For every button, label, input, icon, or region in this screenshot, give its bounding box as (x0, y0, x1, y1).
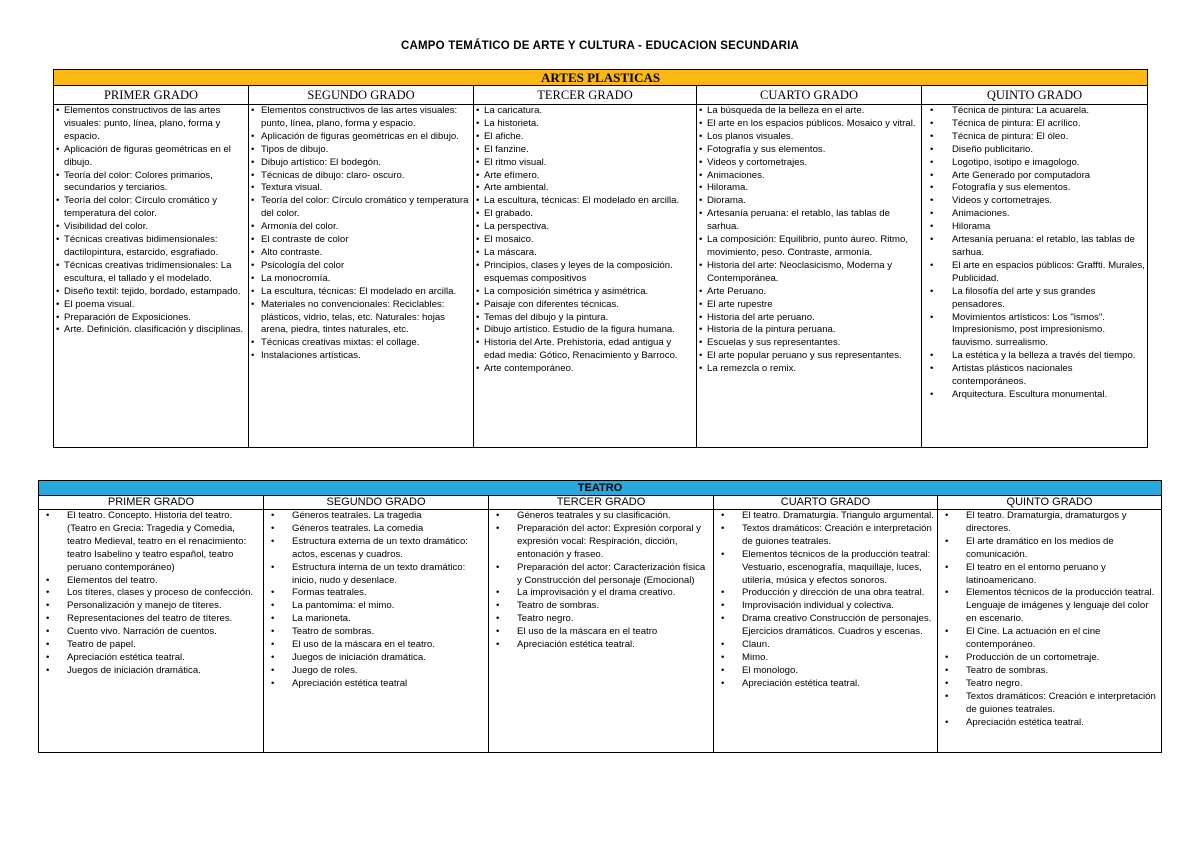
topic-item: • Técnica de pintura: El óleo. (924, 131, 1145, 144)
topic-item: • Elementos constructivos de las artes visuales: punto, línea, plano, forma y espacio. (251, 105, 471, 131)
topic-item: • Elementos constructivos de las artes visuales: punto, línea, plano, forma y espacio. (56, 105, 246, 144)
topic-item: • Teoría del color: Círculo cromático y temperatura del color. (251, 195, 471, 221)
topic-item: • Psicología del color (251, 260, 471, 273)
topic-item: • El arte en los espacios públicos. Mosaico y vitral. (699, 118, 919, 131)
topic-item: • La perspectiva. (476, 221, 694, 234)
topic-item: • Técnica de pintura: La acuarela. (924, 105, 1145, 118)
teatro-cell-primer-grado (39, 510, 264, 753)
topic-item: • El arte en espacios públicos: Graffti. Murales, Publicidad. (924, 260, 1145, 286)
topic-item: • Preparación del actor: Caracterización física y Construcción del personaje (Emocional) (491, 562, 711, 588)
topic-list (476, 105, 694, 376)
topic-item: • El arte rupestre (699, 299, 919, 312)
topic-item: • Videos y cortometrajes. (699, 157, 919, 170)
topic-list (924, 105, 1145, 402)
topic-item: • La filosofía del arte y sus grandes pensadores. (924, 286, 1145, 312)
topic-item: • Armonía del color. (251, 221, 471, 234)
topic-item: • Elementos del teatro. (41, 575, 261, 588)
topic-item: • Estructura interna de un texto dramático: inicio, nudo y desenlace. (266, 562, 486, 588)
topic-item: • Teatro de papel. (41, 639, 261, 652)
topic-item: • Los planos visuales. (699, 131, 919, 144)
topic-item: • El uso de la máscara en el teatro (491, 626, 711, 639)
topic-item: • Teoría del color: Círculo cromático y temperatura del color. (56, 195, 246, 221)
topic-item: • Materiales no convencionales: Reciclables: plásticos, vidrio, telas, etc. Naturales: hojas arena, piedra, tintes naturales, etc. (251, 299, 471, 338)
topic-list (251, 105, 471, 363)
topic-item: • Juegos de iniciación dramática. (41, 665, 261, 678)
topic-item: • La máscara. (476, 247, 694, 260)
document-title: CAMPO TEMÁTICO DE ARTE Y CULTURA - EDUCACION SECUNDARIA (401, 40, 799, 52)
topic-item: • Técnica de pintura: El acrílico. (924, 118, 1145, 131)
topic-item: • Estructura externa de un texto dramático: actos, escenas y cuadros. (266, 536, 486, 562)
topic-item: • El arte popular peruano y sus representantes. (699, 350, 919, 363)
topic-list (41, 510, 261, 678)
topic-item: • Teatro negro. (491, 613, 711, 626)
teatro-band: TEATRO (39, 481, 1162, 496)
topic-item: • Teatro negro. (940, 678, 1159, 691)
topic-item: • Formas teatrales. (266, 587, 486, 600)
teatro-header-primer-grado: PRIMER GRADO (39, 496, 264, 510)
topic-item: • Géneros teatrales. La tragedia (266, 510, 486, 523)
topic-item: • Visibilidad del color. (56, 221, 246, 234)
topic-item: • Elementos técnicos de la producción teatral: Vestuario, escenografía, maquillaje, luces, utilería, música y efectos sonoros. (716, 549, 935, 588)
topic-item: • Alto contraste. (251, 247, 471, 260)
topic-item: • El teatro. Dramaturgia, dramaturgos y directores. (940, 510, 1159, 536)
teatro-cell-segundo-grado (264, 510, 489, 753)
topic-item: • Animaciones. (924, 208, 1145, 221)
topic-item: • Producción y dirección de una obra teatral. (716, 587, 935, 600)
topic-item: • La composición simétrica y asimétrica. (476, 286, 694, 299)
topic-item: • Diseño publicitario. (924, 144, 1145, 157)
topic-item: • Teoría del color: Colores primarios, secundarios y terciarios. (56, 170, 246, 196)
artes-cell-quinto-grado (922, 105, 1148, 448)
topic-item: • Textos dramáticos: Creación e interpretación de guiones teatrales. (940, 691, 1159, 717)
topic-item: • Aplicación de figuras geométricas en el dibujo. (56, 144, 246, 170)
topic-item: • Teatro de sombras. (940, 665, 1159, 678)
topic-item: • El grabado. (476, 208, 694, 221)
topic-item: • Temas del dibujo y la pintura. (476, 312, 694, 325)
teatro-cell-tercer-grado (489, 510, 714, 753)
artes-cell-tercer-grado (474, 105, 697, 448)
topic-item: • El fanzine. (476, 144, 694, 157)
topic-item: • Logotipo, isotipo e imagologo. (924, 157, 1145, 170)
topic-item: • El Cine. La actuación en el cine contemporáneo. (940, 626, 1159, 652)
artes-header-quinto-grado: QUINTO GRADO (922, 86, 1148, 105)
topic-list (699, 105, 919, 376)
topic-item: • Drama creativo Construcción de personajes. Ejercicios dramáticos. Cuadros y escenas. (716, 613, 935, 639)
topic-item: • Artesanía peruana: el retablo, las tablas de sarhua. (699, 208, 919, 234)
topic-item: • La remezcla o remix. (699, 363, 919, 376)
topic-item: • Teatro de sombras. (491, 600, 711, 613)
topic-list (56, 105, 246, 337)
topic-item: • Fotografía y sus elementos. (924, 182, 1145, 195)
artes-plasticas-band: ARTES PLASTICAS (54, 70, 1148, 86)
topic-item: • El arte dramático en los medios de comunicación. (940, 536, 1159, 562)
topic-item: • La historieta. (476, 118, 694, 131)
topic-item: • Cuento vivo. Narración de cuentos. (41, 626, 261, 639)
topic-item: • Géneros teatrales. La comedia (266, 523, 486, 536)
topic-item: • Técnicas creativas mixtas: el collage. (251, 337, 471, 350)
topic-list (266, 510, 486, 691)
topic-item: • La escultura, técnicas: El modelado en arcilla. (476, 195, 694, 208)
artes-header-primer-grado: PRIMER GRADO (54, 86, 249, 105)
topic-item: • La pantomima: el mimo. (266, 600, 486, 613)
topic-item: • Arquitectura. Escultura monumental. (924, 389, 1145, 402)
topic-item: • El teatro en el entorno peruano y latinoamericano. (940, 562, 1159, 588)
artes-header-tercer-grado: TERCER GRADO (474, 86, 697, 105)
topic-item: • Textos dramáticos: Creación e interpretación de guiones teatrales. (716, 523, 935, 549)
topic-item: • Apreciación estética teatral. (940, 717, 1159, 730)
topic-item: • Artesanía peruana: el retablo, las tablas de sarhua. (924, 234, 1145, 260)
topic-item: • Claun. (716, 639, 935, 652)
topic-item: • Arte Generado por computadora (924, 170, 1145, 183)
topic-item: • Hilorama (924, 221, 1145, 234)
topic-item: • La marioneta. (266, 613, 486, 626)
artes-header-segundo-grado: SEGUNDO GRADO (249, 86, 474, 105)
topic-item: • Arte Peruano. (699, 286, 919, 299)
topic-item: • Apreciación estética teatral. (41, 652, 261, 665)
topic-item: • Diseño textil: tejido, bordado, estampado. (56, 286, 246, 299)
topic-item: • Animaciones. (699, 170, 919, 183)
topic-item: • Apreciación estética teatral. (716, 678, 935, 691)
topic-item: • Improvisación individual y colectiva. (716, 600, 935, 613)
topic-item: • La escultura, técnicas: El modelado en arcilla. (251, 286, 471, 299)
topic-list (491, 510, 711, 652)
topic-item: • Historia del arte: Neoclasicismo, Moderna y Contemporánea. (699, 260, 919, 286)
topic-item: • Historia de la pintura peruana. (699, 324, 919, 337)
teatro-header-tercer-grado: TERCER GRADO (489, 496, 714, 510)
topic-item: • Hilorama. (699, 182, 919, 195)
topic-item: • Los títeres, clases y proceso de confección. (41, 587, 261, 600)
topic-item: • El afiche. (476, 131, 694, 144)
topic-item: • El mosaico. (476, 234, 694, 247)
topic-item: • Fotografía y sus elementos. (699, 144, 919, 157)
topic-item: • Textura visual. (251, 182, 471, 195)
artes-cell-primer-grado (54, 105, 249, 448)
topic-item: • Teatro de sombras. (266, 626, 486, 639)
topic-item: • Mimo. (716, 652, 935, 665)
topic-item: • Técnicas de dibujo: claro- oscuro. (251, 170, 471, 183)
topic-item: • Arte contemporáneo. (476, 363, 694, 376)
topic-item: • Dibujo artístico: El bodegón. (251, 157, 471, 170)
teatro-header-segundo-grado: SEGUNDO GRADO (264, 496, 489, 510)
topic-item: • El contraste de color (251, 234, 471, 247)
topic-item: • Técnicas creativas tridimensionales: La escultura, el tallado y el modelado. (56, 260, 246, 286)
topic-item: • Movimientos artísticos: Los "ismos". Impresionismo, post impresionismo. fauvismo. surrealismo. (924, 312, 1145, 351)
teatro-header-cuarto-grado: CUARTO GRADO (714, 496, 938, 510)
topic-list (940, 510, 1159, 729)
topic-item: • La monocromía. (251, 273, 471, 286)
topic-item: • El teatro. Concepto. Historia del teatro. (Teatro en Grecia: Tragedia y Comedia, teatro Medieval, teatro en el renacimiento: teatro Isabelino y teatro español, teatro peruano contemporáneo) (41, 510, 261, 575)
topic-item: • El monologo. (716, 665, 935, 678)
topic-item: • Géneros teatrales y su clasificación. (491, 510, 711, 523)
artes-plasticas-table (53, 69, 1148, 448)
topic-list (716, 510, 935, 691)
topic-item: • El ritmo visual. (476, 157, 694, 170)
topic-item: • El poema visual. (56, 299, 246, 312)
topic-item: • Personalización y manejo de títeres. (41, 600, 261, 613)
artes-cell-segundo-grado (249, 105, 474, 448)
topic-item: • El uso de la máscara en el teatro. (266, 639, 486, 652)
topic-item: • Preparación de Exposiciones. (56, 312, 246, 325)
teatro-header-quinto-grado: QUINTO GRADO (938, 496, 1162, 510)
topic-item: • Apreciación estética teatral. (491, 639, 711, 652)
teatro-table (38, 480, 1162, 753)
topic-item: • El teatro. Dramaturgia. Triangulo argumental. (716, 510, 935, 523)
teatro-cell-cuarto-grado (714, 510, 938, 753)
topic-item: • Videos y cortometrajes. (924, 195, 1145, 208)
topic-item: • Aplicación de figuras geométricas en el dibujo. (251, 131, 471, 144)
topic-item: • Historia del arte peruano. (699, 312, 919, 325)
artes-header-cuarto-grado: CUARTO GRADO (697, 86, 922, 105)
topic-item: • Representaciones del teatro de títeres. (41, 613, 261, 626)
topic-item: • La búsqueda de la belleza en el arte. (699, 105, 919, 118)
teatro-cell-quinto-grado (938, 510, 1162, 753)
topic-item: • Apreciación estética teatral (266, 678, 486, 691)
topic-item: • Historia del Arte. Prehistoria, edad antigua y edad media: Gótico, Renacimiento y Barroco. (476, 337, 694, 363)
topic-item: • Instalaciones artísticas. (251, 350, 471, 363)
topic-item: • Escuelas y sus representantes. (699, 337, 919, 350)
topic-item: • La improvisación y el drama creativo. (491, 587, 711, 600)
topic-item: • Diorama. (699, 195, 919, 208)
topic-item: • Tipos de dibujo. (251, 144, 471, 157)
topic-item: • La estética y la belleza a través del tiempo. (924, 350, 1145, 363)
topic-item: • La composición: Equilibrio, punto áureo. Ritmo, movimiento, peso. Contraste, armonía. (699, 234, 919, 260)
topic-item: • Arte. Definición. clasificación y disciplinas. (56, 324, 246, 337)
topic-item: • Juegos de iniciación dramática. (266, 652, 486, 665)
topic-item: • Técnicas creativas bidimensionales: dactilopintura, estarcido, esgrafiado. (56, 234, 246, 260)
topic-item: • La caricatura. (476, 105, 694, 118)
topic-item: • Artistas plásticos nacionales contemporáneos. (924, 363, 1145, 389)
topic-item: • Principios, clases y leyes de la composición. esquemas compositivos (476, 260, 694, 286)
topic-item: • Arte efímero. (476, 170, 694, 183)
topic-item: • Elementos técnicos de la producción teatral. Lenguaje de imágenes y lenguaje del color en escenario. (940, 587, 1159, 626)
artes-cell-cuarto-grado (697, 105, 922, 448)
topic-item: • Preparación del actor: Expresión corporal y expresión vocal: Respiración, dicción, entonación y fraseo. (491, 523, 711, 562)
topic-item: • Producción de un cortometraje. (940, 652, 1159, 665)
topic-item: • Arte ambiental. (476, 182, 694, 195)
topic-item: • Juego de roles. (266, 665, 486, 678)
topic-item: • Paisaje con diferentes técnicas. (476, 299, 694, 312)
topic-item: • Dibujo artístico. Estudio de la figura humana. (476, 324, 694, 337)
